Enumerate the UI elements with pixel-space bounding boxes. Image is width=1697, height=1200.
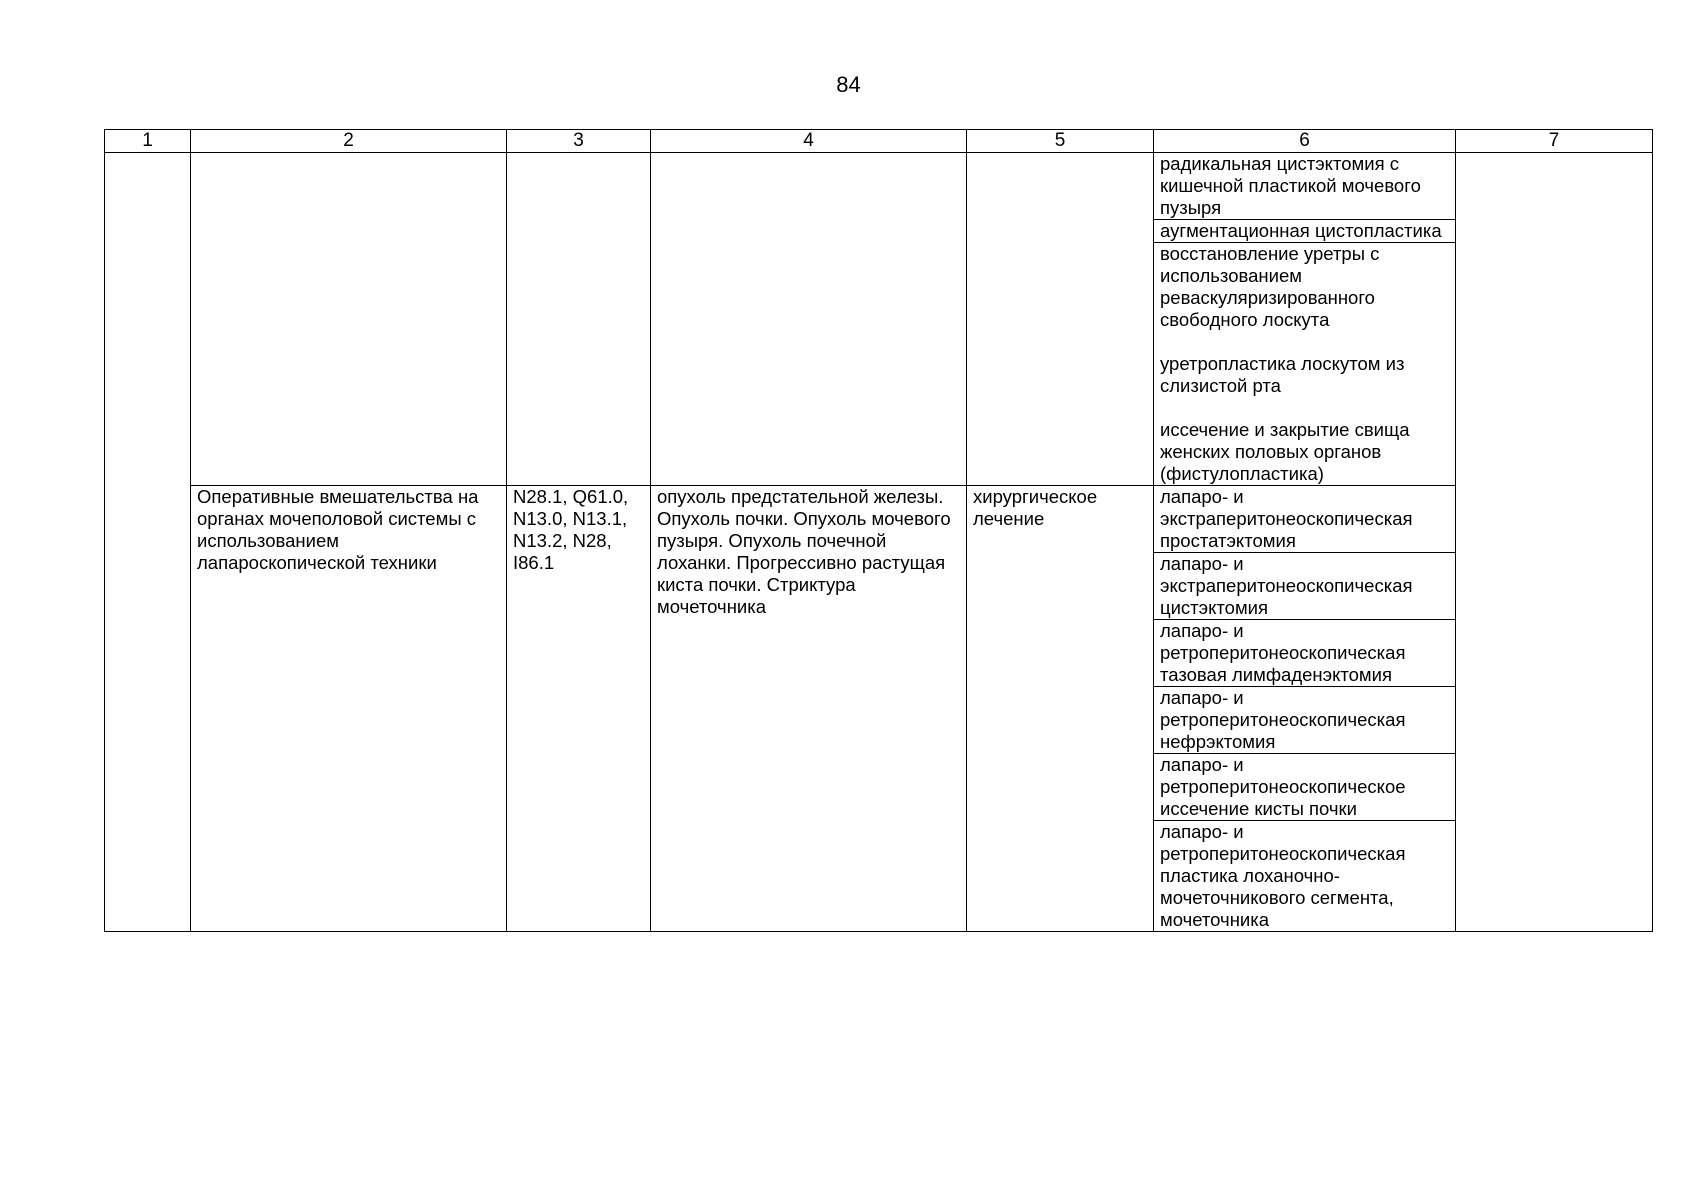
cell-procedure: лапаро- и ретроперитонеоскопическая пластика лоханочно-мочеточникового сегмента, мочеточника xyxy=(1154,821,1456,932)
header-col-5: 5 xyxy=(967,130,1154,153)
table-row xyxy=(105,486,1653,553)
procedure-text: уретропластика лоскутом из слизистой рта xyxy=(1160,353,1405,396)
cell-name: Оперативные вмешательства на органах мочеполовой системы с использованием лапароскопической техники xyxy=(191,486,507,932)
cell-procedure: аугментационная цистопластика xyxy=(1154,220,1456,243)
header-col-1: 1 xyxy=(105,130,191,153)
cell-norm xyxy=(1456,153,1653,932)
medical-procedures-table xyxy=(104,129,1653,932)
header-col-3: 3 xyxy=(507,130,651,153)
cell-number xyxy=(105,153,191,932)
cell-codes xyxy=(507,153,651,486)
header-col-2: 2 xyxy=(191,130,507,153)
cell-procedure: лапаро- и ретроперитонеоскопическая тазовая лимфаденэктомия xyxy=(1154,620,1456,687)
cell-procedure: лапаро- и ретроперитонеоскопическое иссечение кисты почки xyxy=(1154,754,1456,821)
cell-procedure: лапаро- и экстраперитонеоскопическая цистэктомия xyxy=(1154,553,1456,620)
cell-name xyxy=(191,153,507,486)
cell-model xyxy=(651,153,967,486)
cell-model: опухоль предстательной железы. Опухоль почки. Опухоль мочевого пузыря. Опухоль почечной лоханки. Прогрессивно растущая киста почки. Стриктура мочеточника xyxy=(651,486,967,932)
cell-procedure: радикальная цистэктомия с кишечной пластикой мочевого пузыря xyxy=(1154,153,1456,220)
header-col-4: 4 xyxy=(651,130,967,153)
header-col-6: 6 xyxy=(1154,130,1456,153)
table-row xyxy=(105,153,1653,220)
procedure-text: восстановление уретры с использованием реваскуляризированного свободного лоскута xyxy=(1160,243,1380,330)
page-number: 84 xyxy=(836,72,861,97)
cell-treatment xyxy=(967,153,1154,486)
procedure-text: иссечение и закрытие свища женских половых органов (фистулопластика) xyxy=(1160,419,1410,484)
cell-procedure: лапаро- и ретроперитонеоскопическая нефрэктомия xyxy=(1154,687,1456,754)
header-row xyxy=(105,130,1653,153)
cell-procedure: лапаро- и экстраперитонеоскопическая простатэктомия xyxy=(1154,486,1456,553)
cell-procedure-group xyxy=(1154,243,1456,486)
cell-codes: N28.1, Q61.0, N13.0, N13.1, N13.2, N28, I86.1 xyxy=(507,486,651,932)
header-col-7: 7 xyxy=(1456,130,1653,153)
cell-treatment: хирургическое лечение xyxy=(967,486,1154,932)
